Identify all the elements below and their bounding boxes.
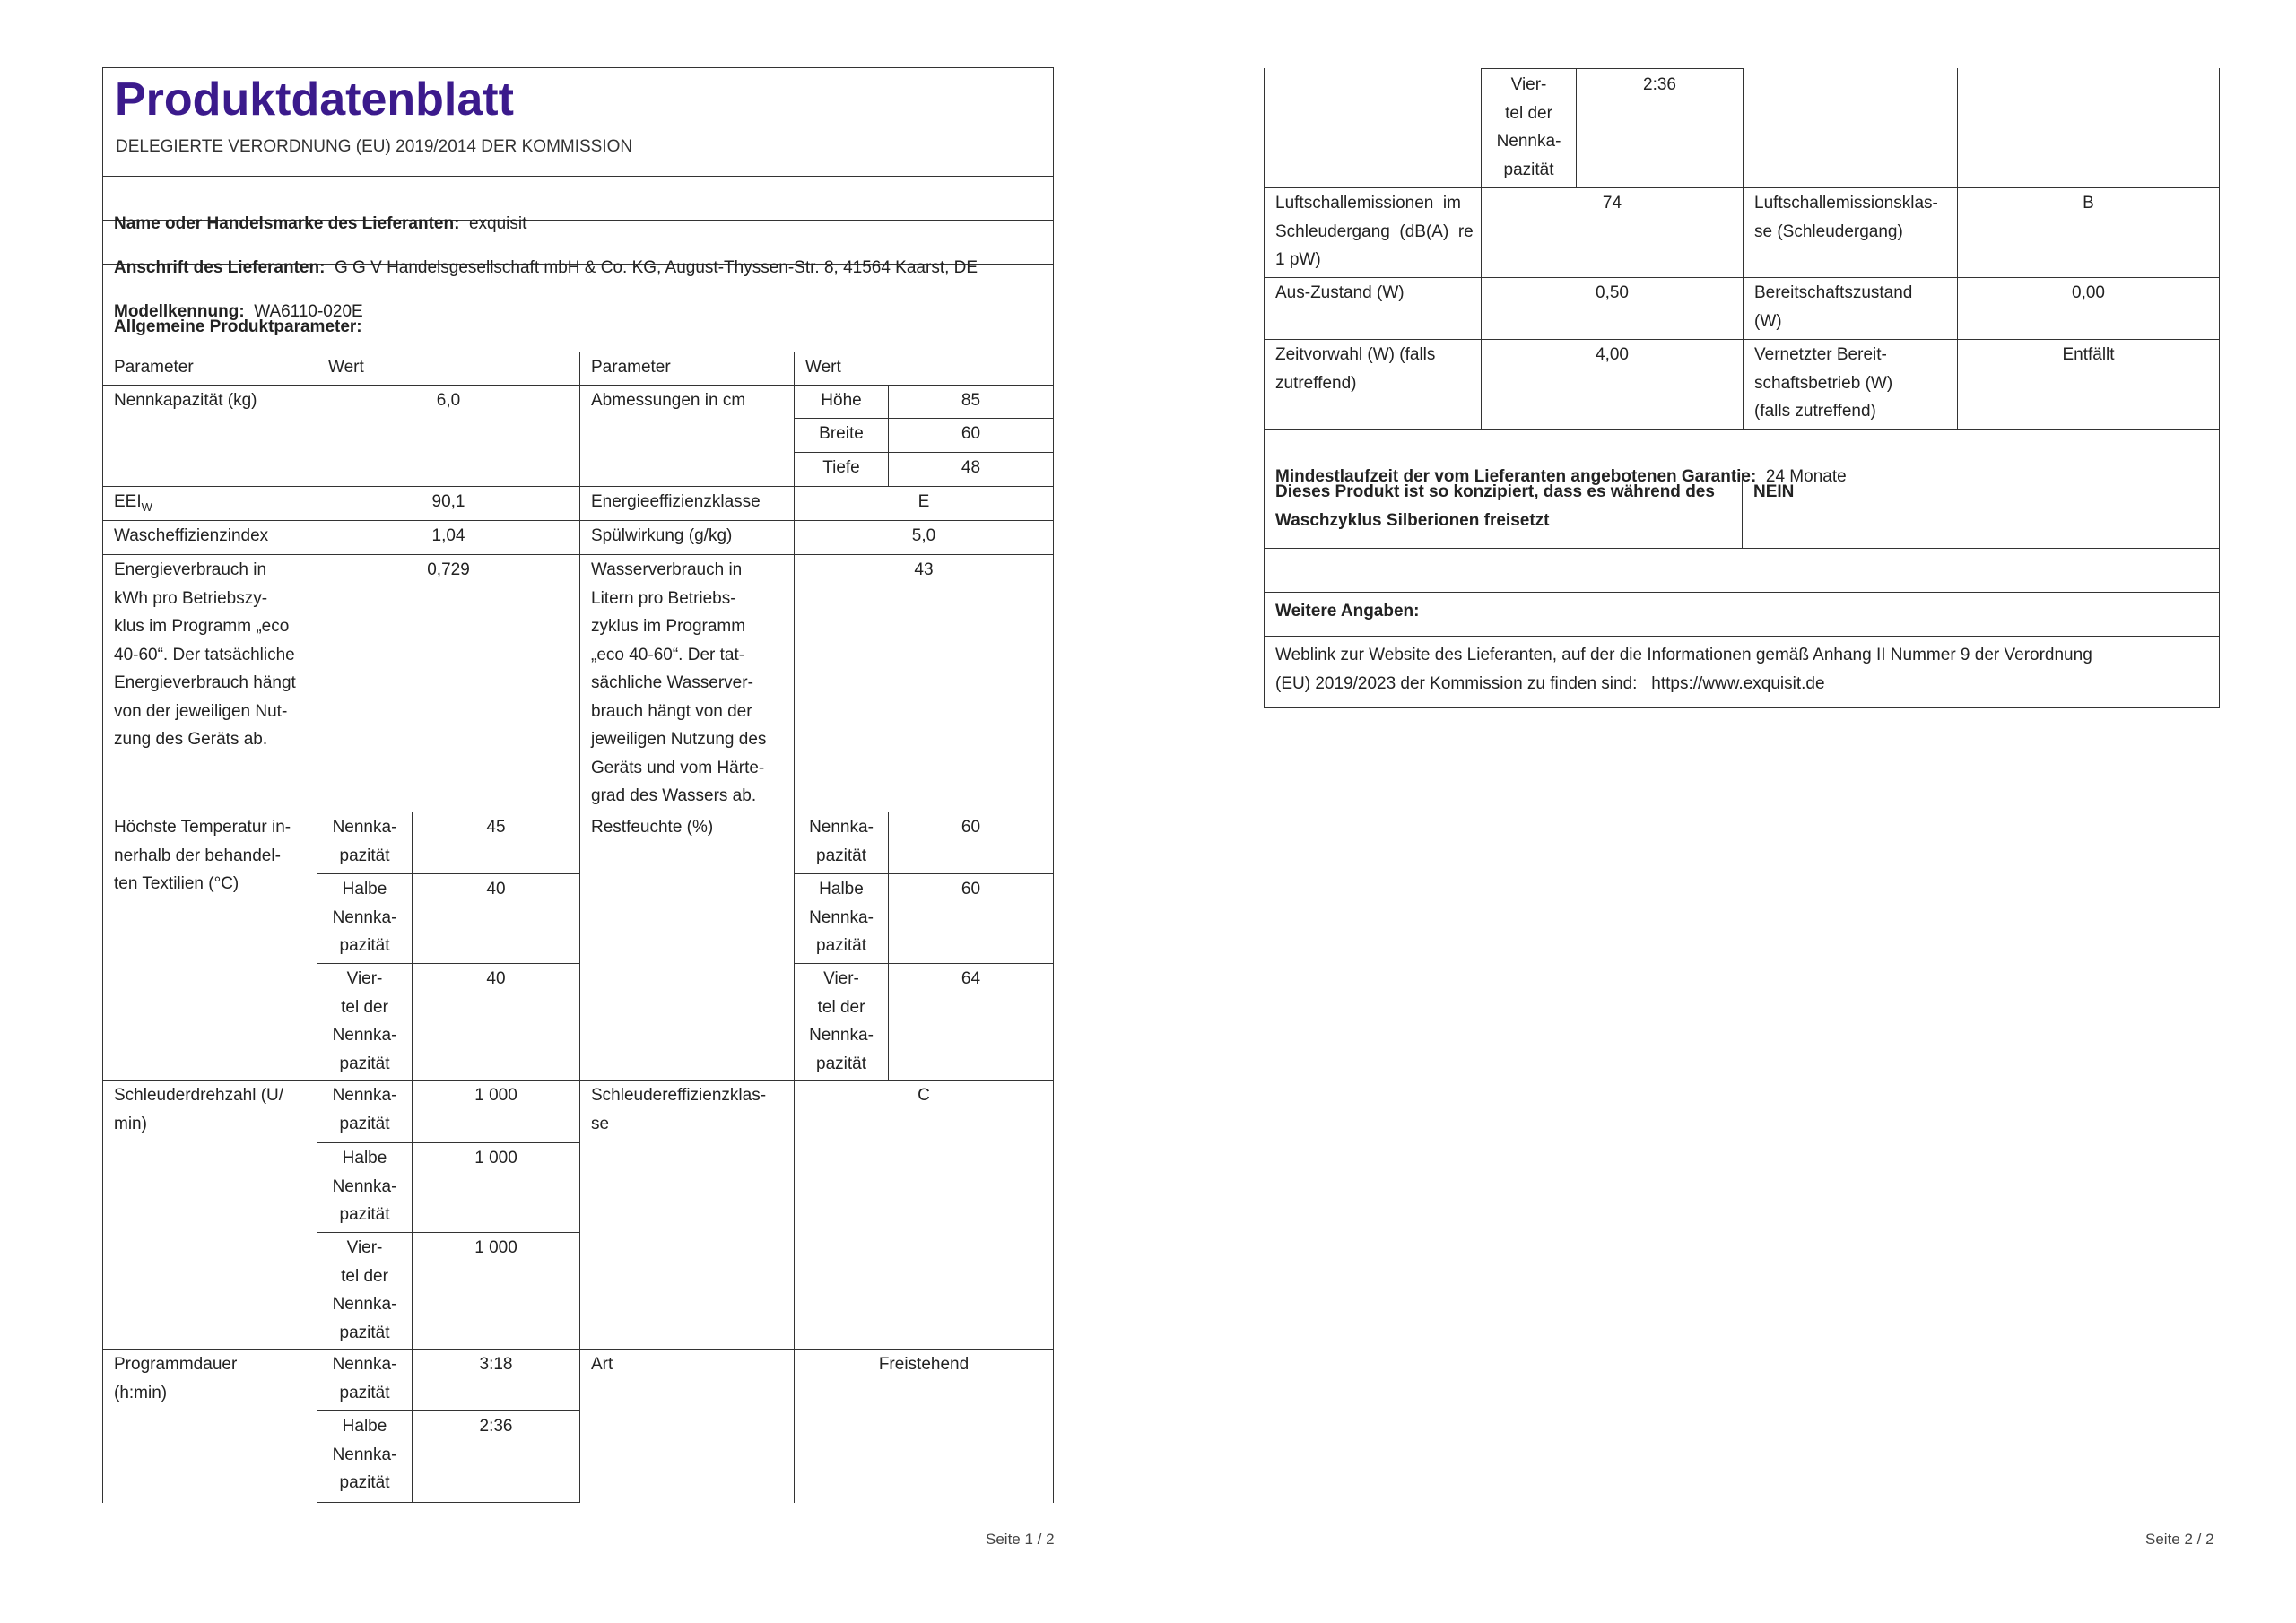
supplier-label: Name oder Handelsmarke des Lieferanten: [114, 213, 460, 233]
model-label: Modellkennung: [114, 301, 245, 321]
zeit-value: 4,00 [1481, 339, 1744, 430]
wei-label: Wascheffizienzindex [102, 520, 317, 555]
zeit-label: Zeitvorwahl (W) (falls zutreffend) [1264, 339, 1482, 430]
silber-value: NEIN [1742, 473, 2220, 549]
address-row [102, 220, 1054, 277]
eei-label [102, 486, 317, 521]
laermclass-value: B [1957, 187, 2220, 278]
temp-full-value: 45 [412, 812, 580, 874]
address-label: Anschrift des Lieferanten: [114, 257, 326, 277]
dauer-full-value: 3:18 [412, 1349, 580, 1411]
nennkapazitaet-label: Nennkapazität (kg) [102, 385, 317, 487]
rest-cap-full: Nennka- pazität [794, 812, 889, 874]
address-value: G G V Handelsgesellschaft mbH & Co. KG, August-Thyssen-Str. 8, 41564 Kaarst, DE [335, 257, 978, 277]
abmessungen-label: Abmessungen in cm [579, 385, 795, 487]
eei-label-text: EEI [114, 492, 142, 511]
eei-label-sub: W [141, 499, 152, 514]
weblink-text: Weblink zur Website des Lieferanten, auf der die Informationen gemäß Anhang II Nummer 9 der Verordnung (EU) 2019/2023 der Kommission zu finden sind: [1275, 646, 2092, 693]
cont-art-value [1957, 68, 2220, 188]
spinclass-label: Schleudereffizienzklas- se [579, 1080, 795, 1350]
dauer-cap-half: Halbe Nennka- pazität [317, 1410, 413, 1503]
wei-value: 1,04 [317, 520, 580, 555]
spin-full-value: 1 000 [412, 1080, 580, 1143]
eek-label: Energieeffizienzklasse [579, 486, 795, 521]
weitere-label: Weitere Angaben: [1264, 592, 2220, 637]
hoehe-label: Höhe [794, 385, 889, 419]
page-2-footer: Seite 2 / 2 [2145, 1531, 2214, 1548]
temp-cap-full: Nennka- pazität [317, 812, 413, 874]
temp-label: Höchste Temperatur in- nerhalb der behandel- ten Textilien (°C) [102, 812, 317, 1081]
header-value-2: Wert [794, 352, 1054, 386]
art-value: Freistehend [794, 1349, 1054, 1503]
page-1-footer: Seite 1 / 2 [986, 1531, 1055, 1548]
cont-dauer-label [1264, 68, 1482, 188]
dauer-half-value: 2:36 [412, 1410, 580, 1503]
cont-cap-quarter: Vier- tel der Nennka- pazität [1481, 68, 1577, 188]
rest-quarter-value: 64 [888, 963, 1054, 1081]
rest-label: Restfeuchte (%) [579, 812, 795, 1081]
spin-cap-quarter: Vier- tel der Nennka- pazität [317, 1232, 413, 1350]
model-row [102, 264, 1054, 321]
vernetzt-label: Vernetzter Bereit- schaftsbetrieb (W) (falls zutreffend) [1743, 339, 1958, 430]
model-value: WA6110-020E [254, 301, 363, 321]
spinclass-value: C [794, 1080, 1054, 1350]
energie-label: Energieverbrauch in kWh pro Betriebszy- klus im Programm „eco 40-60“. Der tatsächliche Energieverbrauch hängt von der jeweiligen Nut- zung des Geräts ab. [102, 554, 317, 812]
temp-cap-half: Halbe Nennka- pazität [317, 873, 413, 964]
aus-label: Aus-Zustand (W) [1264, 277, 1482, 340]
supplier-value: exquisit [468, 213, 527, 233]
laermclass-label: Luftschallemissionsklas- se (Schleudergang) [1743, 187, 1958, 278]
cont-dauer-quarter-value: 2:36 [1576, 68, 1744, 188]
general-params-row: Allgemeine Produktparameter: [102, 308, 1054, 352]
garantie-value: 24 Monate [1765, 466, 1847, 486]
spin-cap-half: Halbe Nennka- pazität [317, 1142, 413, 1233]
hoehe-value: 85 [888, 385, 1054, 419]
header-param-2: Parameter [579, 352, 795, 386]
wasser-label: Wasserverbrauch in Litern pro Betriebs- zyklus im Programm „eco 40-60“. Der tat- sächliche Wasserver- brauch hängt von der jeweiligen Nutzung des Geräts und vom Härte- grad des Wassers ab. [579, 554, 795, 812]
bereit-label: Bereitschaftszustand (W) [1743, 277, 1958, 340]
supplier-row [102, 176, 1054, 233]
aus-value: 0,50 [1481, 277, 1744, 340]
dauer-label: Programmdauer (h:min) [102, 1349, 317, 1503]
spuel-value: 5,0 [794, 520, 1054, 555]
wasser-value: 43 [794, 554, 1054, 812]
regulation-subtitle: DELEGIERTE VERORDNUNG (EU) 2019/2014 DER KOMMISSION [116, 137, 633, 156]
spin-half-value: 1 000 [412, 1142, 580, 1233]
art-label: Art [579, 1349, 795, 1503]
temp-half-value: 40 [412, 873, 580, 964]
bereit-value: 0,00 [1957, 277, 2220, 340]
temp-quarter-value: 40 [412, 963, 580, 1081]
tiefe-value: 48 [888, 452, 1054, 487]
rest-full-value: 60 [888, 812, 1054, 874]
cont-art-label [1743, 68, 1958, 188]
breite-label: Breite [794, 418, 889, 453]
weblink-row [1264, 636, 2220, 708]
spin-quarter-value: 1 000 [412, 1232, 580, 1350]
page-title: Produktdatenblatt [115, 74, 514, 126]
empty-row [1264, 548, 2220, 593]
weblink-url[interactable]: https://www.exquisit.de [1651, 673, 1825, 693]
header-param-1: Parameter [102, 352, 317, 386]
vernetzt-value: Entfällt [1957, 339, 2220, 430]
spuel-label: Spülwirkung (g/kg) [579, 520, 795, 555]
tiefe-label: Tiefe [794, 452, 889, 487]
dauer-cap-full: Nennka- pazität [317, 1349, 413, 1411]
nennkapazitaet-value: 6,0 [317, 385, 580, 487]
rest-half-value: 60 [888, 873, 1054, 964]
laerm-label: Luftschallemissionen im Schleudergang (dB(A) re 1 pW) [1264, 187, 1482, 278]
energie-value: 0,729 [317, 554, 580, 812]
breite-value: 60 [888, 418, 1054, 453]
eei-value: 90,1 [317, 486, 580, 521]
eek-value: E [794, 486, 1054, 521]
header-value-1: Wert [317, 352, 580, 386]
silber-label: Dieses Produkt ist so konzipiert, dass es während des Waschzyklus Silberionen freisetzt [1264, 473, 1743, 549]
laerm-value: 74 [1481, 187, 1744, 278]
spin-cap-full: Nennka- pazität [317, 1080, 413, 1143]
rest-cap-half: Halbe Nennka- pazität [794, 873, 889, 964]
garantie-label: Mindestlaufzeit der vom Lieferanten angebotenen Garantie: [1275, 466, 1757, 486]
temp-cap-quarter: Vier- tel der Nennka- pazität [317, 963, 413, 1081]
spin-label: Schleuderdrehzahl (U/ min) [102, 1080, 317, 1350]
rest-cap-quarter: Vier- tel der Nennka- pazität [794, 963, 889, 1081]
garantie-row [1264, 429, 2220, 486]
